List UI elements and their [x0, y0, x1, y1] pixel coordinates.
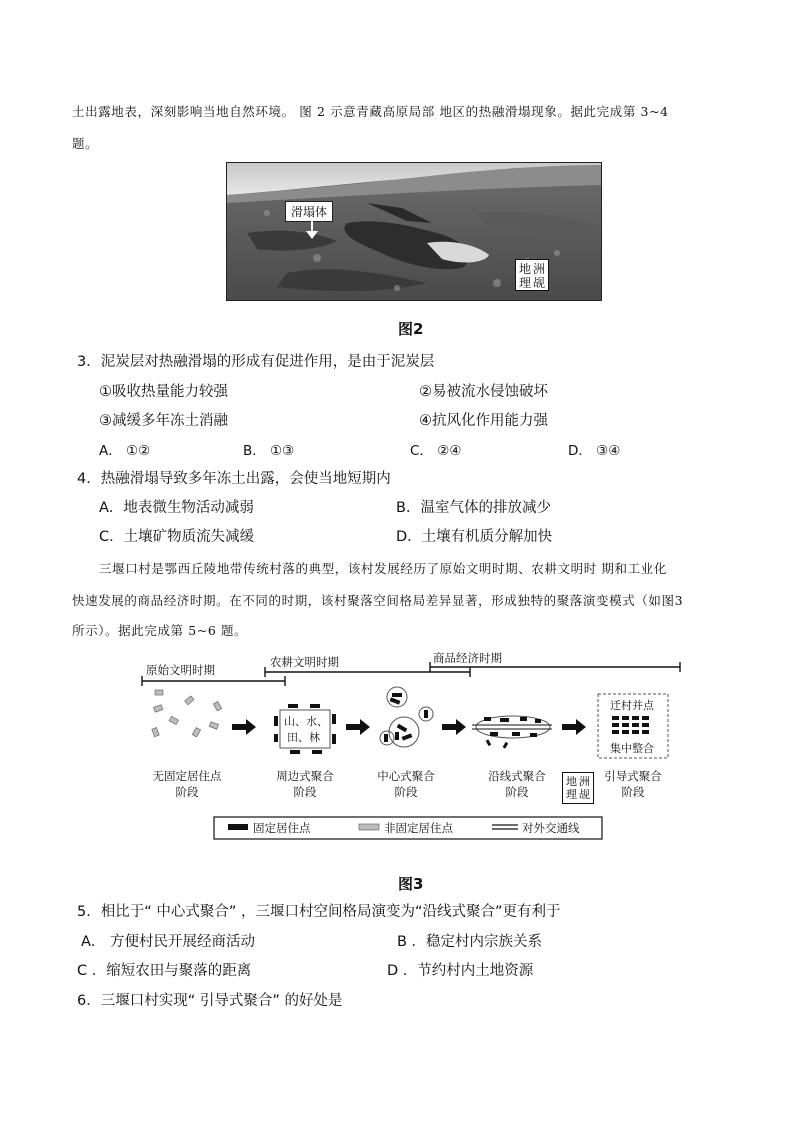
stage-label	[260, 768, 350, 800]
stage-label-line2: 阶段	[175, 785, 199, 799]
q4-option-a: A．地表微生物活动减弱	[99, 500, 254, 516]
legend-nonfixed: 非固定居住点	[384, 821, 453, 835]
seal-char: 洲	[532, 262, 545, 276]
intro2-line-3: 所示）。据此完成第 5~6 题。	[72, 623, 248, 638]
seal-char: 觇	[579, 788, 590, 801]
stage-label-line2: 阶段	[505, 785, 529, 799]
diagram-watermark-seal	[562, 772, 594, 804]
seal-char: 理	[566, 788, 577, 801]
q5-stem: 5．相比于“ 中心式聚合” ，三堰口村空间格局演变为“沿线式聚合”更有利于	[77, 904, 561, 920]
q3-statement-1: ①吸收热量能力较强	[99, 384, 228, 400]
q3-stem: 3．泥炭层对热融滑塌的形成有促进作用，是由于泥炭层	[77, 354, 435, 370]
stage-label-line2: 阶段	[394, 785, 418, 799]
stage-label	[142, 768, 232, 800]
q4-option-d: D．土壤有机质分解加快	[396, 529, 553, 545]
stage-label-line1: 无固定居住点	[152, 769, 222, 783]
stage-label-line1: 沿线式聚合	[488, 769, 546, 783]
seal-char: 觇	[532, 276, 545, 290]
period-primitive: 原始文明时期	[146, 663, 215, 677]
seal-char: 地	[518, 262, 531, 276]
q3-option-a: A． ①②	[99, 443, 151, 459]
stage-label-line2: 阶段	[621, 785, 645, 799]
settlement-evolution-diagram	[140, 650, 685, 845]
intro2-line-2: 快速发展的商品经济时期。在不同的时期，该村聚落空间格局差异显著，形成独特的聚落演变模式（如图3	[72, 593, 684, 608]
watermark-seal	[515, 259, 549, 291]
figure-2-caption: 图2	[398, 320, 424, 338]
q5-option-c: C ．缩短农田与聚落的距离	[77, 963, 252, 979]
figure-3-caption: 图3	[398, 875, 424, 893]
stage-label	[472, 768, 562, 800]
q3-option-c: C． ②④	[410, 443, 462, 459]
seal-char: 理	[518, 276, 531, 290]
q5-option-d: D ．节约村内土地资源	[387, 963, 534, 979]
slump-arrow-head-icon	[306, 231, 318, 239]
q3-option-d: D． ③④	[568, 443, 621, 459]
guide-text-2: 集中整合	[610, 742, 654, 755]
seal-char: 地	[566, 775, 577, 788]
intro-line-1: 土出露地表，深刻影响当地自然环境。 图 2 示意青藏高原局部 地区的热融滑塌现象。据此完成第 3~4	[72, 104, 669, 119]
diagram-art	[140, 650, 685, 845]
q3-option-b: B． ①③	[243, 443, 295, 459]
landslide-photo	[226, 162, 602, 301]
seal-char: 洲	[579, 775, 590, 788]
q5-option-a: A． 方便村民开展经商活动	[81, 934, 256, 950]
period-farming: 农耕文明时期	[270, 655, 339, 669]
box-text-2: 田、林	[287, 731, 320, 744]
q5-option-b: B ．稳定村内宗族关系	[397, 934, 543, 950]
intro2-line-1: 三堰口村是鄂西丘陵地带传统村落的典型，该村发展经历了原始文明时期、农耕文明时 期和工业化	[99, 561, 667, 576]
legend-fixed: 固定居住点	[253, 821, 311, 835]
stage-label	[588, 768, 678, 800]
box-text-1: 山、水、	[284, 715, 328, 728]
q3-statement-2: ②易被流水侵蚀破坏	[419, 384, 548, 400]
stage-label-line1: 引导式聚合	[604, 769, 662, 783]
guide-text-1: 迁村并点	[610, 699, 654, 712]
q4-option-c: C．土壤矿物质流失减缓	[99, 529, 255, 545]
stage-label-line1: 中心式聚合	[377, 769, 435, 783]
legend-road: 对外交通线	[522, 821, 580, 835]
stage-label-line2: 阶段	[293, 785, 317, 799]
period-commodity: 商品经济时期	[433, 651, 502, 665]
slump-body-label: 滑塌体	[285, 201, 333, 222]
stage-label-line1: 周边式聚合	[276, 769, 334, 783]
q4-option-b: B．温室气体的排放减少	[396, 500, 551, 516]
stage-label	[361, 768, 451, 800]
q3-statement-4: ④抗风化作用能力强	[419, 413, 548, 429]
q4-stem: 4．热融滑塌导致多年冻土出露，会使当地短期内	[77, 471, 391, 487]
intro-line-2: 题。	[72, 136, 99, 151]
q3-statement-3: ③减缓多年冻土消融	[99, 413, 228, 429]
q6-stem: 6．三堰口村实现“ 引导式聚合” 的好处是	[77, 993, 343, 1009]
